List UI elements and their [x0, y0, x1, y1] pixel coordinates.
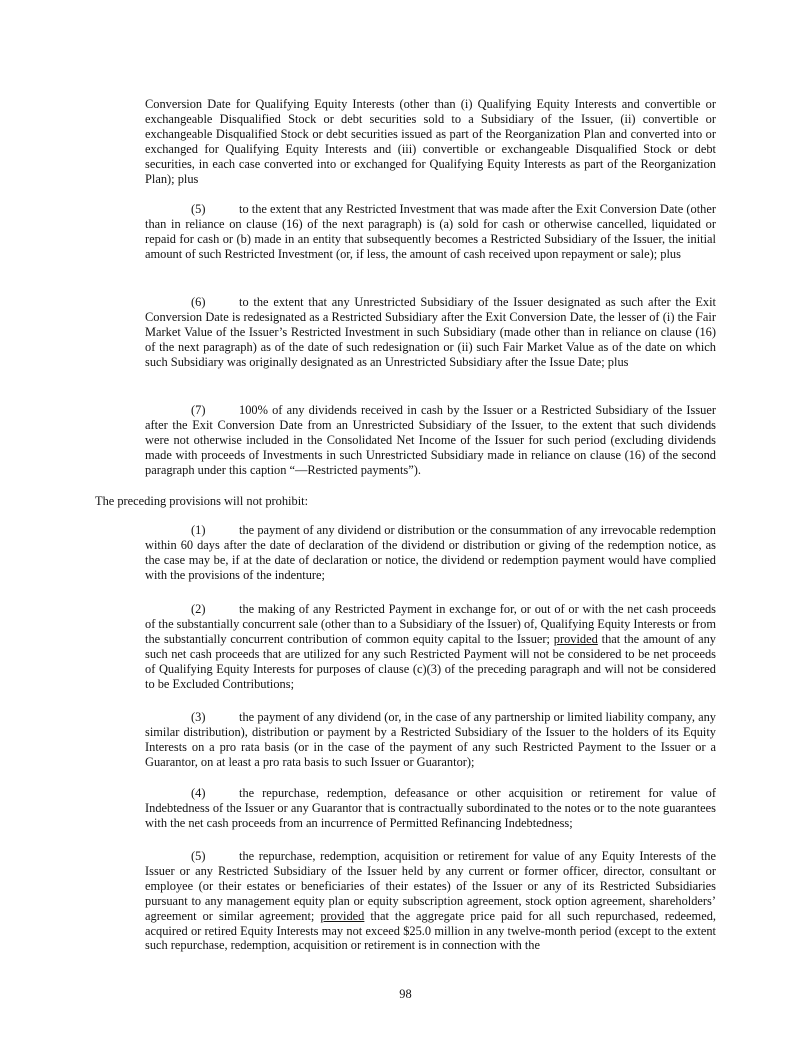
item-text-before: the repurchase, redemption, acquisition or retirement for value of any Equity Interests of the Issuer or any Restricted Subsidiary of the Issuer held by any current or former officer, director, consultant or employee (or their estates or beneficiaries of their estates) of the Issuer or any of its Restricted Subsidiaries pursuant to any management equity plan or equity subscription agreement, stock option agreement, shareholders’ agreement or similar agreement;	[145, 849, 716, 923]
clause-number: (5)	[191, 202, 206, 216]
clause-text: to the extent that any Unrestricted Subsidiary of the Issuer designated as such after the Exit Conversion Date is redesignated as a Restricted Subsidiary after the Exit Conversion Date, the lesser of (i) the Fair Market Value of the Issuer’s Restricted Investment in such Subsidiary (made other than in reliance on clause (16) of the next paragraph) as of the date of such redesignation or (ii) such Fair Market Value as of the date on which such Subsidiary was originally designated as an Unrestricted Subsidiary after the Issue Date; plus	[145, 295, 716, 369]
provided-term: provided	[320, 908, 365, 923]
item-text: the payment of any dividend or distribution or the consummation of any irrevocable redemption within 60 days after the date of declaration of the dividend or distribution or giving of the redemption notice, as the case may be, if at the date of declaration or notice, the dividend or redemption payment would have complied with the provisions of the indenture;	[145, 523, 716, 582]
clause-text: 100% of any dividends received in cash by the Issuer or a Restricted Subsidiary of the Issuer after the Exit Conversion Date from an Unrestricted Subsidiary of the Issuer, to the extent that such dividends were not otherwise included in the Consolidated Net Income of the Issuer for such period (excluding dividends made with proceeds of Investments in such Unrestricted Subsidiary made in reliance on clause (16) of the second paragraph under this caption “—Restricted payments”).	[145, 403, 716, 477]
item-text-after: that the aggregate price paid for all such repurchased, redeemed, acquired or retired Equity Interests may not exceed $25.0 million in any twelve-month period (except to the extent such repurchase, redemption, acquisition or retirement is in connection with the	[145, 908, 716, 953]
item-3-paragraph	[145, 710, 716, 770]
clause-6-paragraph	[145, 295, 716, 370]
item-number: (2)	[191, 602, 206, 616]
item-number: (5)	[191, 849, 206, 863]
clause-7-paragraph	[145, 403, 716, 478]
item-number: (3)	[191, 710, 206, 724]
item-2-paragraph	[145, 602, 716, 691]
provided-term: provided	[553, 631, 598, 646]
item-text-after: that the amount of any such net cash proceeds that are utilized for any such Restricted Payment will not be considered to be net proceeds of Qualifying Equity Interests for purposes of clause (c)(3) of the preceding paragraph and will not be considered to be Excluded Contributions;	[145, 631, 717, 691]
item-1-paragraph	[145, 523, 716, 583]
clause-number: (7)	[191, 403, 206, 417]
page-number: 98	[399, 987, 412, 1001]
clause-5-paragraph	[145, 202, 716, 262]
item-number: (1)	[191, 523, 206, 537]
preceding-provisions-heading: The preceding provisions will not prohibit:	[95, 494, 309, 508]
item-text: the payment of any dividend (or, in the case of any partnership or limited liability company, any similar distribution), distribution or payment by a Restricted Subsidiary of the Issuer to the holders of its Equity Interests on a pro rata basis (or in the case of the payment of any such Restricted Payment to the Issuer or a Guarantor, on at least a pro rata basis to such Issuer or Guarantor);	[145, 710, 716, 769]
clause-number: (6)	[191, 295, 206, 309]
item-text: the repurchase, redemption, defeasance or other acquisition or retirement for value of Indebtedness of the Issuer or any Guarantor that is contractually subordinated to the notes or to the note guarantees with the net cash proceeds from an incurrence of Permitted Refinancing Indebtedness;	[145, 786, 716, 830]
clause-text: to the extent that any Restricted Investment that was made after the Exit Conversion Date (other than in reliance on clause (16) of the next paragraph) is (a) sold for cash or otherwise cancelled, liquidated or repaid for cash or (b) made in an entity that subsequently becomes a Restricted Subsidiary of the Issuer, the initial amount of such Restricted Investment (or, if less, the amount of cash received upon repayment or sale); plus	[145, 202, 716, 261]
item-text-before: the making of any Restricted Payment in exchange for, or out of or with the net cash proceeds of the substantially concurrent sale (other than to a Subsidiary of the Issuer) of, Qualifying Equity Interests or from the substantially concurrent contribution of common equity capital to the Issuer;	[145, 602, 716, 646]
item-number: (4)	[191, 786, 206, 800]
intro-paragraph: Conversion Date for Qualifying Equity Interests (other than (i) Qualifying Equity Interests and convertible or exchangeable Disqualified Stock or debt securities sold to a Subsidiary of the Issuer, (ii) convertible or exchangeable Disqualified Stock or debt securities issued as part of the Reorganization Plan and converted into or exchanged for Qualifying Equity Interests and (iii) convertible or exchangeable Disqualified Stock or debt securities, in each case converted into or exchanged for Qualifying Equity Interests as part of the Reorganization Plan); plus	[145, 97, 716, 186]
item-4-paragraph	[145, 786, 716, 831]
item-5-paragraph	[145, 849, 716, 953]
